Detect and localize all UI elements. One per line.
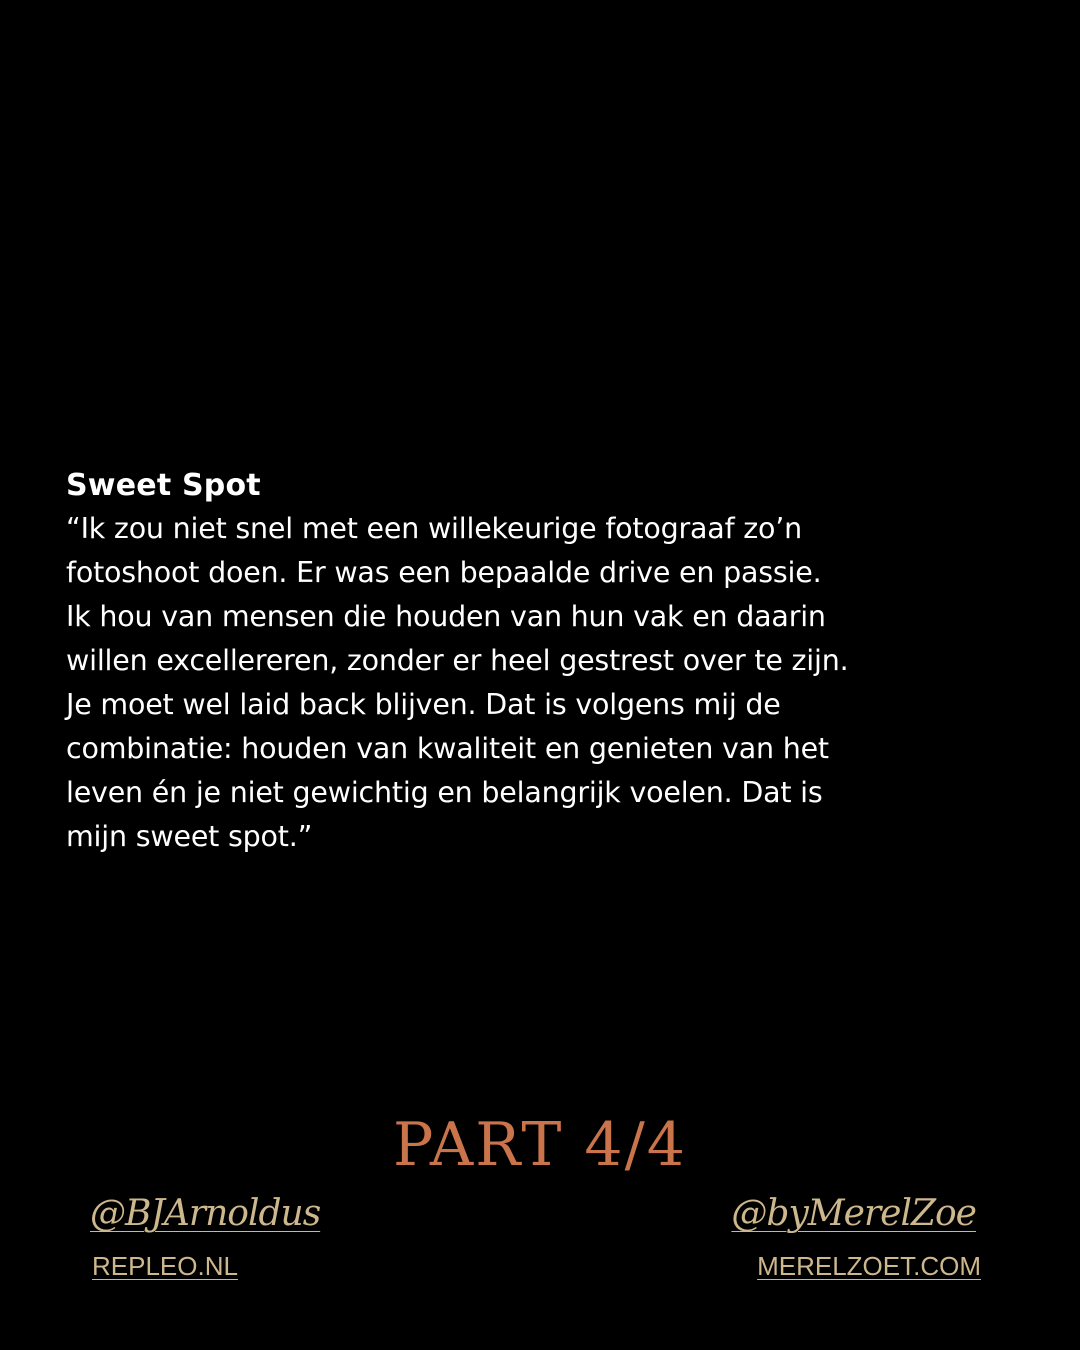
section-title: Sweet Spot (66, 468, 261, 503)
left-site-link[interactable]: REPLEO.NL (92, 1251, 238, 1281)
part-indicator: PART 4/4 (393, 1110, 687, 1180)
left-handle-link[interactable]: @BJArnoldus (90, 1193, 321, 1234)
right-site-link[interactable]: MERELZOET.COM (757, 1251, 981, 1281)
quote-line: combinatie: houden van kwaliteit en genieten van het (66, 732, 829, 765)
right-handle-link[interactable]: @byMerelZoe (731, 1193, 976, 1234)
quote-line: willen excellereren, zonder er heel gestrest over te zijn. (66, 644, 849, 677)
quote-line: leven én je niet gewichtig en belangrijk voelen. Dat is (66, 776, 823, 809)
quote-line: mijn sweet spot.” (66, 820, 313, 853)
quote-text (66, 507, 1026, 859)
quote-line: “Ik zou niet snel met een willekeurige fotograaf zo’n (66, 512, 802, 545)
quote-line: fotoshoot doen. Er was een bepaalde drive en passie. (66, 556, 822, 589)
quote-block (66, 465, 1026, 859)
quote-line: Je moet wel laid back blijven. Dat is volgens mij de (66, 688, 781, 721)
quote-line: Ik hou van mensen die houden van hun vak en daarin (66, 600, 826, 633)
